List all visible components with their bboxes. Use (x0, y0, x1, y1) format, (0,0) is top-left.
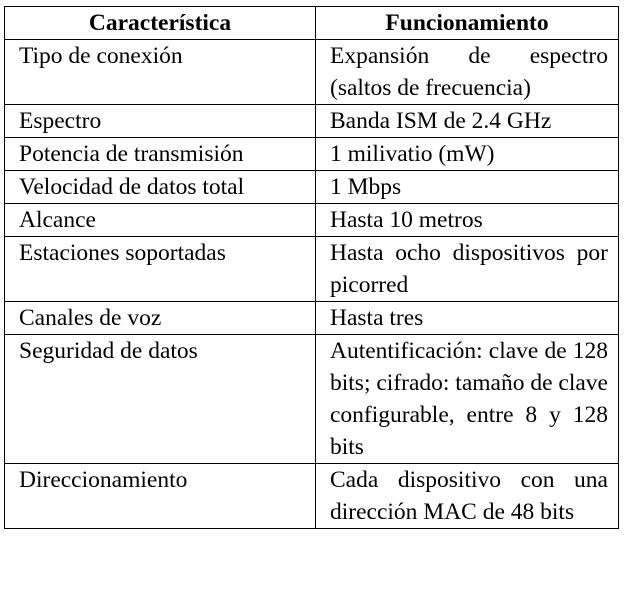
function-cell: Hasta tres (316, 302, 619, 335)
function-cell: Autentificación: clave de 128 bits; cifrado: tamaño de clave configurable, entre 8 y 128 bits (316, 335, 619, 464)
function-cell: Hasta 10 metros (316, 204, 619, 237)
function-cell: 1 milivatio (mW) (316, 138, 619, 171)
table-row (5, 302, 619, 335)
feature-cell: Alcance (5, 204, 316, 237)
function-cell: Hasta ocho dispositivos por picorred (316, 237, 619, 302)
feature-cell: Velocidad de datos total (5, 171, 316, 204)
function-cell: Banda ISM de 2.4 GHz (316, 105, 619, 138)
table-row (5, 138, 619, 171)
table-row (5, 237, 619, 302)
table-row (5, 171, 619, 204)
feature-cell: Tipo de conexión (5, 40, 316, 105)
feature-cell: Seguridad de datos (5, 335, 316, 464)
table-row (5, 464, 619, 529)
header-funcionamiento: Funcionamiento (316, 7, 619, 40)
specification-table (4, 6, 619, 529)
function-cell: Cada dispositivo con una dirección MAC de 48 bits (316, 464, 619, 529)
header-caracteristica: Característica (5, 7, 316, 40)
feature-cell: Direccionamiento (5, 464, 316, 529)
table-row (5, 335, 619, 464)
feature-cell: Canales de voz (5, 302, 316, 335)
table-header-row (5, 7, 619, 40)
feature-cell: Potencia de transmisión (5, 138, 316, 171)
feature-cell: Espectro (5, 105, 316, 138)
function-cell: Expansión de espectro (saltos de frecuencia) (316, 40, 619, 105)
table-row (5, 204, 619, 237)
function-cell: 1 Mbps (316, 171, 619, 204)
feature-cell: Estaciones soportadas (5, 237, 316, 302)
table-row (5, 40, 619, 105)
table-row (5, 105, 619, 138)
